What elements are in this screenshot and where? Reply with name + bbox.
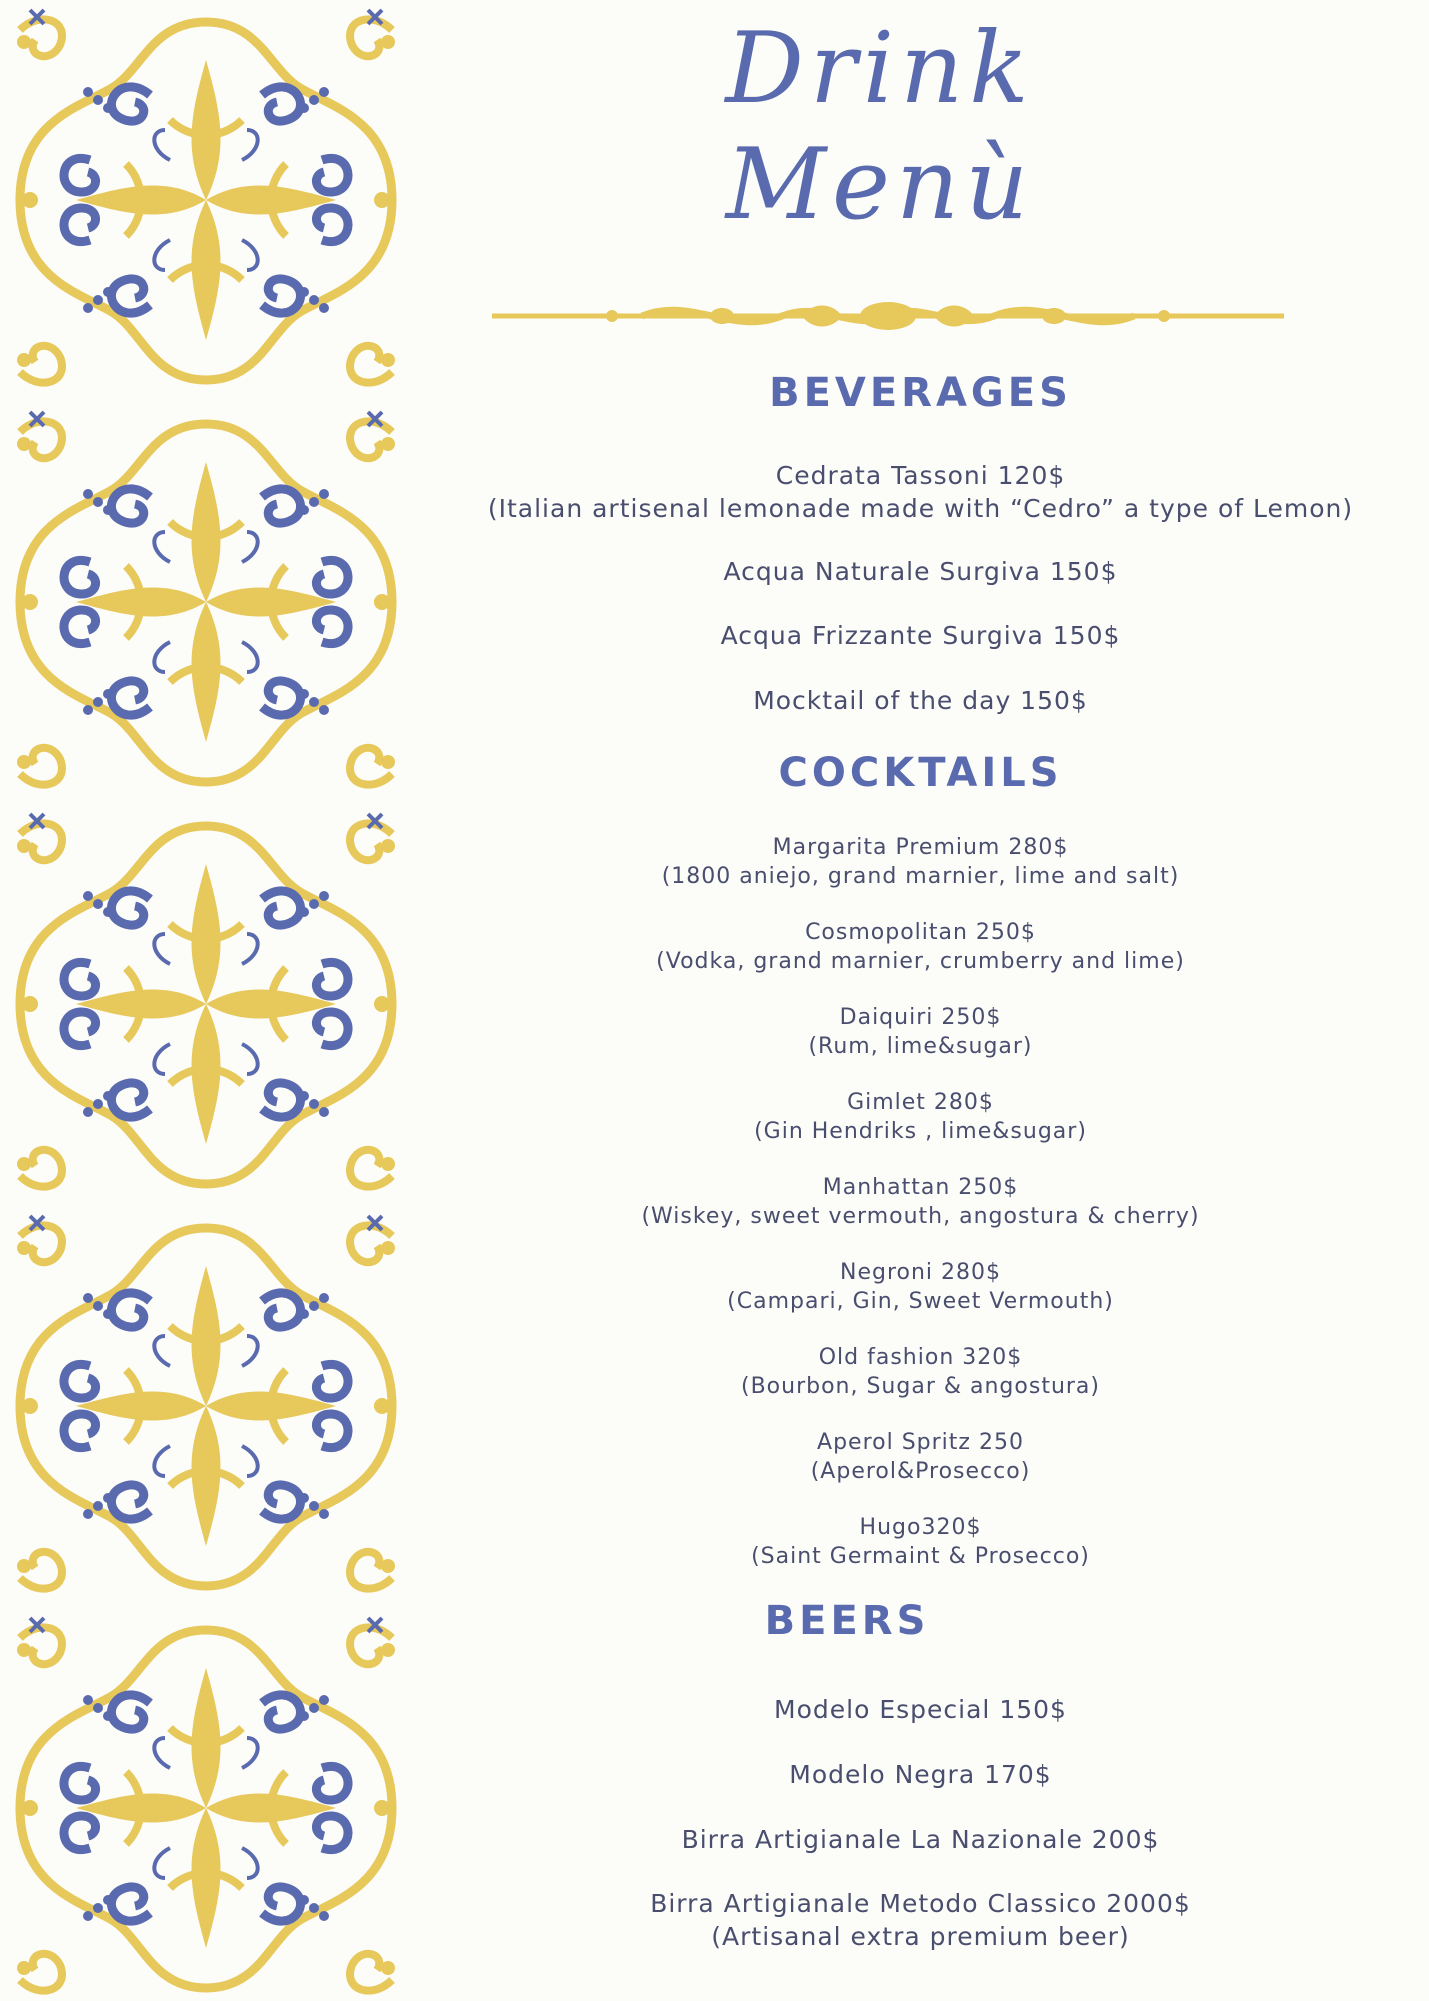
- item-name: Daiquiri 250$: [839, 1005, 1002, 1030]
- menu-item: [412, 459, 1429, 525]
- menu-item: [412, 1343, 1429, 1401]
- item-name: Old fashion 320$: [818, 1345, 1023, 1370]
- item-name: Birra Artigianale La Nazionale 200$: [681, 1825, 1160, 1854]
- item-name: Negroni 280$: [839, 1260, 1001, 1285]
- menu-item: [412, 1758, 1429, 1791]
- item-description: (Italian artisenal lemonade made with “Cedro” a type of Lemon): [487, 494, 1354, 523]
- menu-item: [412, 1428, 1429, 1486]
- menu-item: [412, 619, 1429, 652]
- item-name: Modelo Especial 150$: [774, 1695, 1067, 1724]
- menu-title: [560, 10, 1200, 244]
- menu-item: [412, 1258, 1429, 1316]
- majolica-tile-icon: [0, 1206, 412, 1608]
- item-description: (Bourbon, Sugar & angostura): [740, 1374, 1100, 1399]
- item-name: Manhattan 250$: [822, 1175, 1019, 1200]
- item-name: Cedrata Tassoni 120$: [775, 461, 1066, 490]
- item-description: (Aperol&Prosecco): [810, 1459, 1031, 1484]
- item-description: (Saint Germaint & Prosecco): [751, 1544, 1090, 1569]
- majolica-tile-icon: [0, 402, 412, 804]
- menu-item: [412, 918, 1429, 976]
- section-heading-cocktails: COCKTAILS: [778, 750, 1063, 796]
- menu-item: [412, 684, 1429, 717]
- item-description: (Rum, lime&sugar): [808, 1034, 1033, 1059]
- item-name: Margarita Premium 280$: [772, 835, 1069, 860]
- majolica-tile-icon: [0, 1608, 412, 2001]
- item-name: Aperol Spritz 250: [817, 1430, 1024, 1455]
- item-name: Birra Artigianale Metodo Classico 2000$: [650, 1889, 1191, 1918]
- menu-item: [412, 1003, 1429, 1061]
- menu-title-line1: Drink: [725, 12, 1035, 126]
- item-description: (1800 aniejo, grand marnier, lime and salt): [661, 864, 1180, 889]
- item-name: Gimlet 280$: [847, 1090, 994, 1115]
- item-name: Mocktail of the day 150$: [753, 686, 1088, 715]
- menu-item: [412, 1693, 1429, 1726]
- item-description: (Campari, Gin, Sweet Vermouth): [727, 1289, 1114, 1314]
- item-description: (Artisanal extra premium beer): [711, 1922, 1130, 1951]
- menu-item: [412, 1088, 1429, 1146]
- menu-item: [412, 1823, 1429, 1856]
- decorative-tile-column: [0, 0, 412, 2001]
- gold-scroll-divider-icon: [492, 296, 1284, 336]
- menu-item: [412, 1173, 1429, 1231]
- menu-item: [412, 833, 1429, 891]
- item-description: (Gin Hendriks , lime&sugar): [754, 1119, 1087, 1144]
- item-name: Cosmopolitan 250$: [805, 920, 1036, 945]
- item-name: Acqua Naturale Surgiva 150$: [723, 557, 1118, 586]
- menu-item: [412, 1887, 1429, 1953]
- menu-item: [412, 1513, 1429, 1571]
- item-name: Hugo320$: [859, 1515, 982, 1540]
- item-name: Acqua Frizzante Surgiva 150$: [720, 621, 1121, 650]
- item-description: (Wiskey, sweet vermouth, angostura & cherry): [641, 1204, 1200, 1229]
- section-heading-beers: BEERS: [764, 1598, 930, 1644]
- majolica-tile-icon: [0, 0, 412, 402]
- menu-item: [412, 555, 1429, 588]
- majolica-tile-icon: [0, 804, 412, 1206]
- item-description: (Vodka, grand marnier, crumberry and lime): [656, 949, 1185, 974]
- item-name: Modelo Negra 170$: [789, 1760, 1052, 1789]
- menu-title-line2: Menù: [725, 128, 1035, 242]
- section-heading-beverages: BEVERAGES: [769, 370, 1072, 416]
